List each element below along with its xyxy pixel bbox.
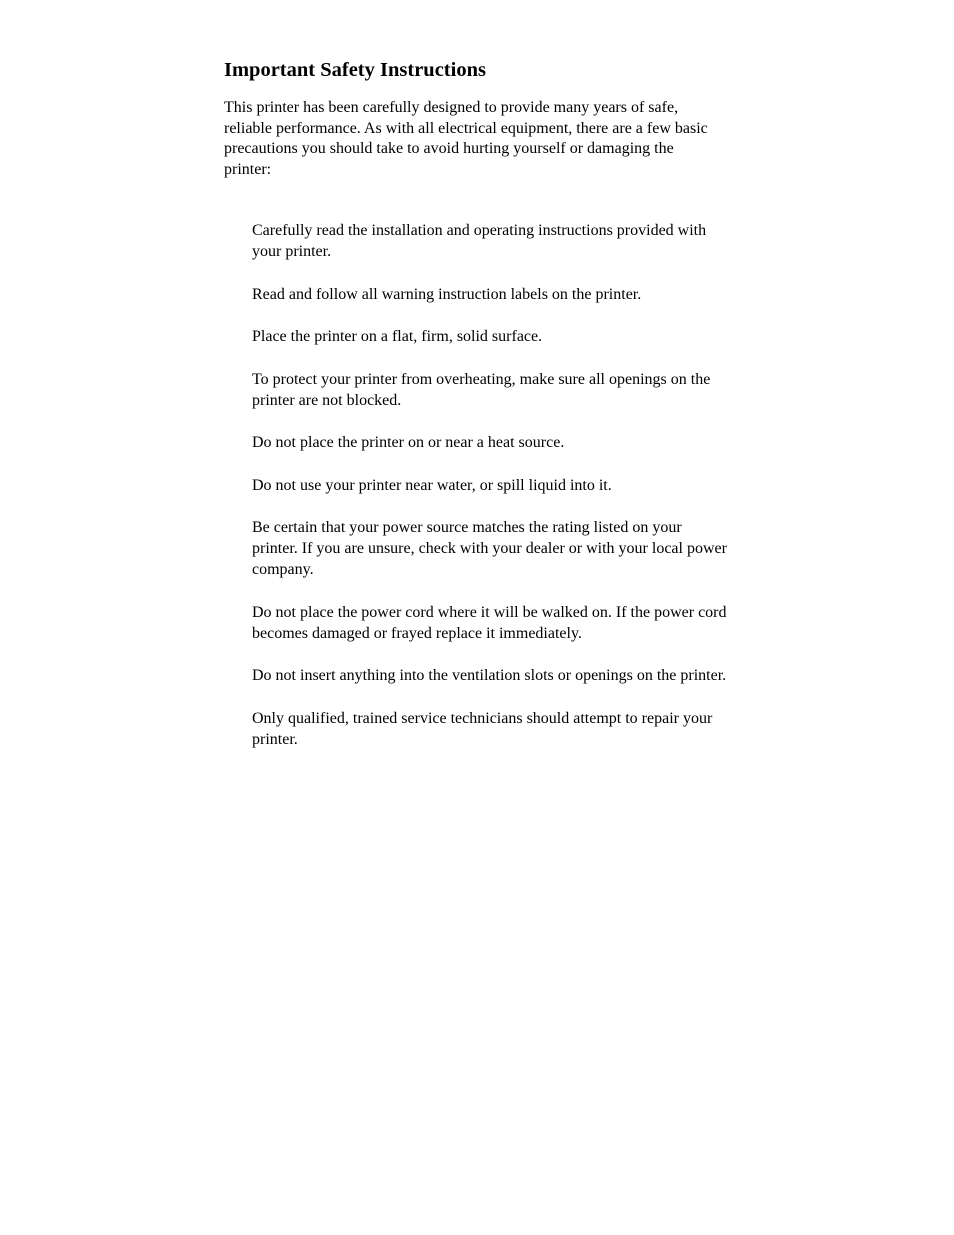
list-item: Do not place the printer on or near a heat source. [252,434,565,451]
intro-paragraph: This printer has been carefully designed to provide many years of safe, reliable performance. As with all electrical equipment, there are a few basic precautions you should take to avoid hurting yourself or damaging the printer: [224,99,708,178]
document-title: Important Safety Instructions [224,59,486,81]
list-item: Be certain that your power source matches the rating listed on your printer. If you are unsure, check with your dealer or with your local power company. [252,519,727,578]
list-item: Place the printer on a flat, firm, solid surface. [252,328,543,345]
list-item: Read and follow all warning instruction labels on the printer. [252,285,642,303]
document-content [224,56,744,771]
safety-instructions-list [252,220,728,750]
list-item: Do not place the power cord where it will be walked on. If the power cord becomes damaged or frayed replace it immediately. [252,603,727,642]
list-item: Do not insert anything into the ventilation slots or openings on the printer. [252,667,727,684]
list-item: Do not use your printer near water, or spill liquid into it. [252,476,612,494]
list-item: Only qualified, trained service technicians should attempt to repair your printer. [252,709,713,748]
list-item: Carefully read the installation and operating instructions provided with your printer. [252,222,707,260]
list-item: To protect your printer from overheating, make sure all openings on the printer are not blocked. [252,370,711,409]
